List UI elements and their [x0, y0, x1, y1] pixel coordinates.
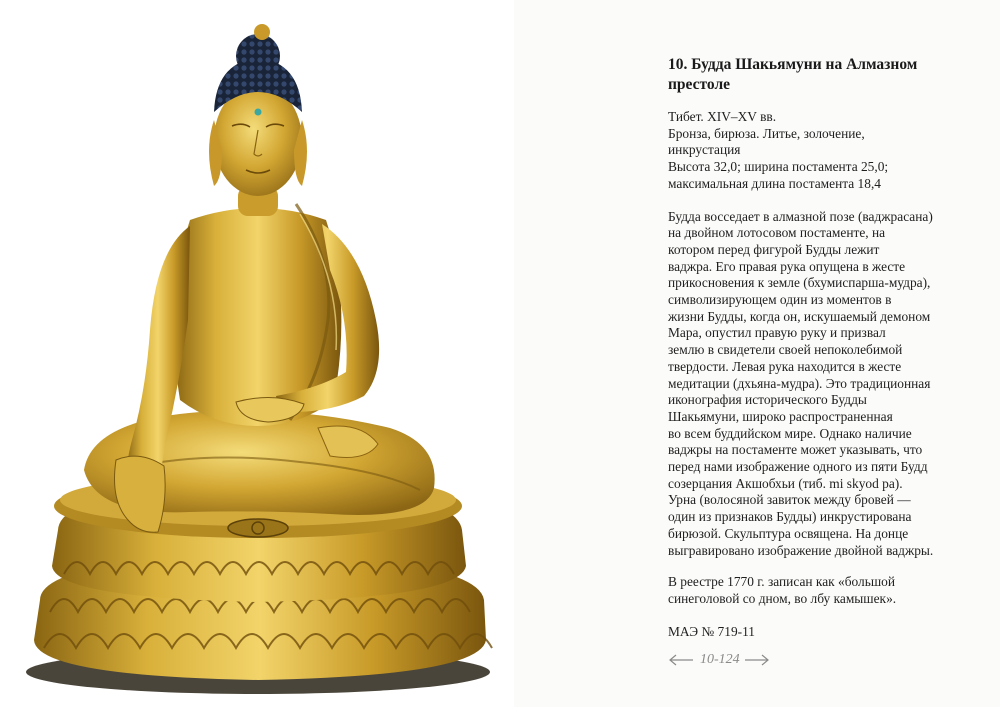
description-line: ваджра. Его правая рука опущена в жесте: [668, 258, 906, 274]
description-line: во всем буддийском мире. Однако наличие: [668, 425, 912, 441]
description-line: Урна (волосяной завиток между бровей —: [668, 492, 911, 508]
description-line: ваджры на постаменте может указывать, что: [668, 442, 923, 458]
entry-title-line: престоле: [668, 76, 731, 93]
description-line: символизирующем один из моментов в: [668, 292, 892, 308]
meta-line: инкрустация: [668, 142, 741, 158]
page-navigation: [668, 650, 788, 670]
description-line: котором перед фигурой Будды лежит: [668, 241, 880, 257]
meta-line: Высота 32,0; ширина постамента 25,0;: [668, 159, 889, 175]
description-line: один из признаков Будды) инкрустирована: [668, 509, 912, 525]
description-line: прикосновения к земле (бхумиспарша-мудра),: [668, 275, 931, 291]
arrow-right-icon[interactable]: [744, 654, 770, 666]
description-line: Будда восседает в алмазной позе (ваджрасана): [668, 208, 933, 224]
description-line: Шакьямуни, широко распространенная: [668, 408, 893, 424]
entry-title-line: 10. Будда Шакьямуни на Алмазном: [668, 56, 918, 73]
description-line: созерцания Акшобхьи (тиб. mi skyod pa).: [668, 475, 903, 491]
caption-block: [668, 55, 968, 640]
description-line: землю в свидетели своей непоколебимой: [668, 342, 903, 358]
description-line: на двойном лотосовом постаменте, на: [668, 225, 886, 241]
description-line: жизни Будды, когда он, искушаемый демоном: [668, 308, 931, 324]
meta-line: Бронза, бирюза. Литье, золочение,: [668, 125, 865, 141]
meta-line: максимальная длина постамента 18,4: [668, 175, 881, 191]
registry-line: В реестре 1770 г. записан как «большой: [668, 574, 895, 590]
meta-line: Тибет. XIV–XV вв.: [668, 109, 777, 124]
description-line: иконография исторического Будды: [668, 392, 867, 408]
entry-title: [668, 55, 968, 95]
entry-description: [668, 209, 968, 560]
arrow-left-icon[interactable]: [668, 654, 694, 666]
description-line: перед нами изображение одного из пяти Будд: [668, 459, 928, 475]
inventory-number: МАЭ № 719-11: [668, 623, 755, 639]
registry-note: [668, 574, 968, 607]
registry-line: синеголовой со дном, во лбу камышек».: [668, 590, 897, 606]
page-number: 10-124: [700, 652, 740, 667]
description-line: твердости. Левая рука находится в жесте: [668, 358, 902, 374]
description-line: выгравировано изображение двойной ваджры.: [668, 542, 934, 558]
description-line: бирюзой. Скульптура освящена. На донце: [668, 525, 909, 541]
description-line: медитации (дхьяна-мудра). Это традиционная: [668, 375, 931, 391]
entry-meta: [668, 109, 968, 193]
description-line: Мара, опустил правую руку и призвал: [668, 325, 886, 341]
